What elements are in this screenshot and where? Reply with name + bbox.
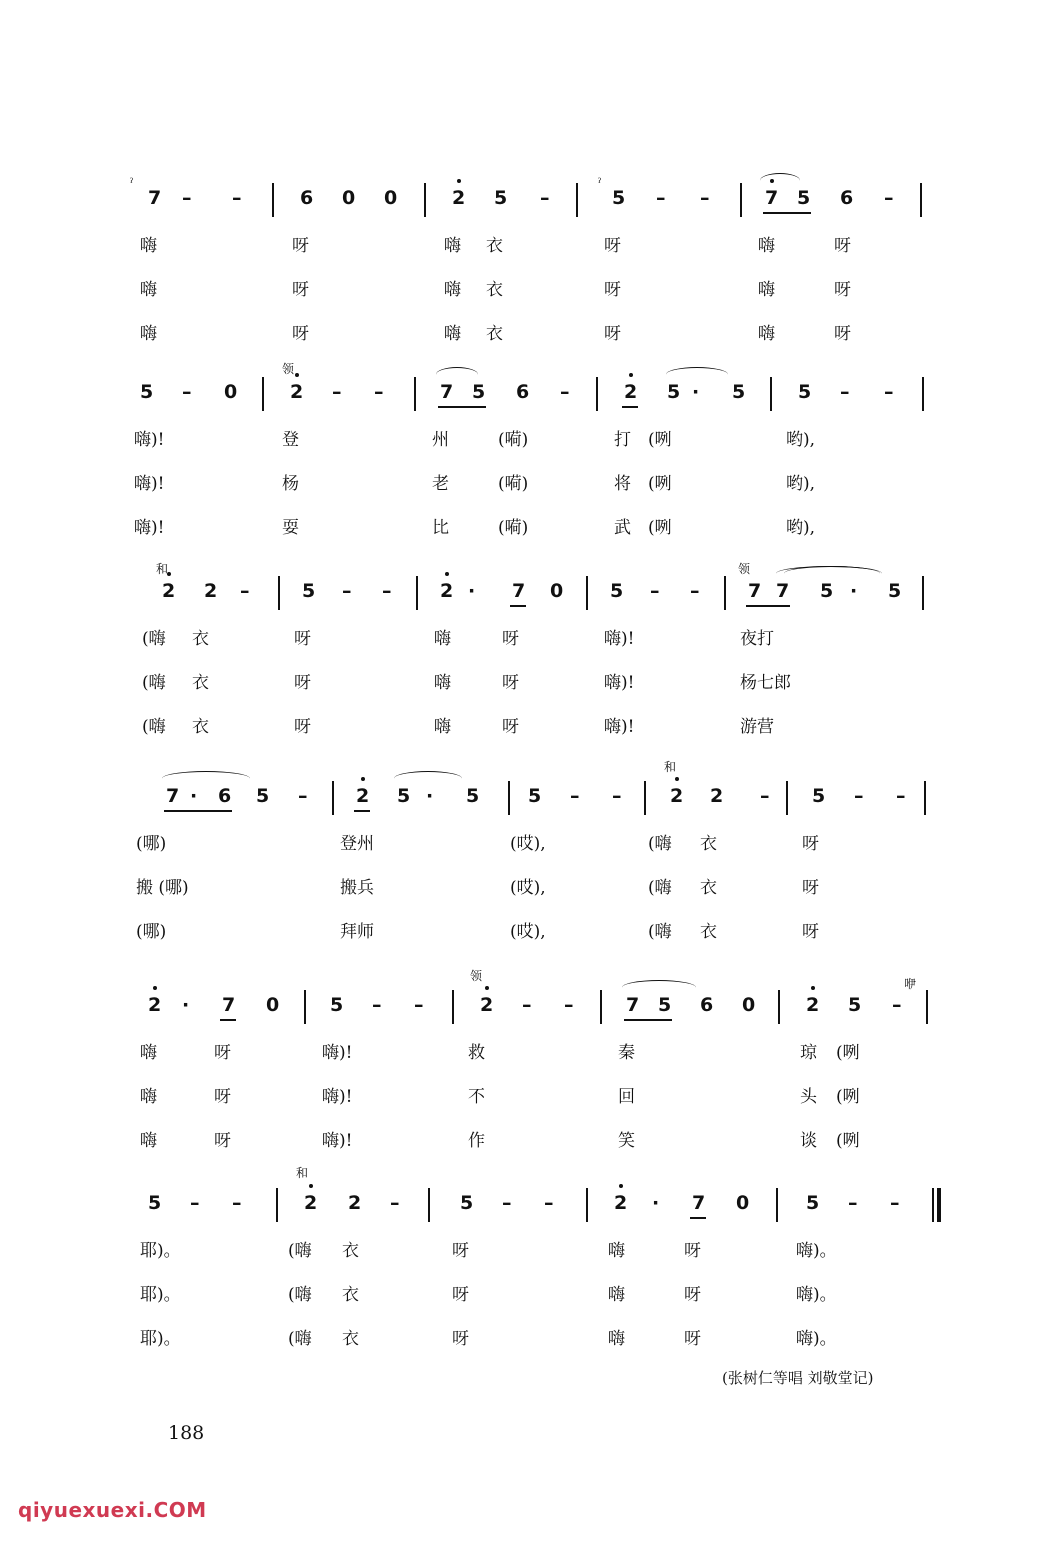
note: 5 <box>732 381 746 403</box>
lyric: 呀 <box>452 1329 469 1349</box>
lyric: (嗨 <box>288 1285 312 1305</box>
note: 5 <box>528 785 542 807</box>
note: – <box>700 187 710 209</box>
eighth-underline <box>746 605 790 607</box>
note: 5 <box>466 785 480 807</box>
lyric: 耍 <box>282 518 299 538</box>
bar-line <box>576 183 578 217</box>
note: – <box>892 994 902 1016</box>
note: – <box>884 187 894 209</box>
note: 0 <box>224 381 238 403</box>
high-octave-dot <box>295 373 299 377</box>
part-mark: 和 <box>156 562 169 576</box>
lyric: 呀 <box>834 280 851 300</box>
lyric: (嗨 <box>648 922 672 942</box>
lyric: (嗨 <box>648 878 672 898</box>
lyric: 登州 <box>340 834 374 854</box>
high-octave-dot <box>811 986 815 990</box>
note: · <box>652 1192 660 1214</box>
bar-line <box>922 576 924 610</box>
lyric: 衣 <box>192 717 209 737</box>
lyric: 谈 <box>800 1131 817 1151</box>
lyric: 呀 <box>502 629 519 649</box>
note: 6 <box>840 187 854 209</box>
lyric: (嗬) <box>498 518 529 538</box>
note: 5 <box>460 1192 474 1214</box>
note: – <box>560 381 570 403</box>
lyric: (哎), <box>510 834 546 854</box>
part-mark: 和 <box>664 760 677 774</box>
bar-line <box>414 377 416 411</box>
eighth-underline <box>220 1019 236 1021</box>
slur-arc <box>760 173 800 188</box>
note: 7 <box>512 580 526 602</box>
lyric: 嗨)! <box>604 673 635 693</box>
lyric: 杨七郎 <box>740 673 791 693</box>
part-mark: 咿 <box>904 977 917 991</box>
high-octave-dot <box>309 1184 313 1188</box>
lyric: 嗨 <box>758 280 775 300</box>
note: – <box>540 187 550 209</box>
lyric: (嗨 <box>142 673 166 693</box>
note: 2 <box>624 381 638 403</box>
bar-line <box>428 1188 430 1222</box>
final-bar-line <box>937 1188 941 1222</box>
bar-line <box>778 990 780 1024</box>
lyric: 嗨 <box>444 236 461 256</box>
note: 5 <box>797 187 811 209</box>
bar-line <box>922 377 924 411</box>
lyric: 嗨 <box>608 1329 625 1349</box>
bar-line <box>644 781 646 815</box>
note: 2 <box>204 580 218 602</box>
note: – <box>890 1192 900 1214</box>
bar-line <box>932 1188 934 1222</box>
lyric: 呀 <box>452 1285 469 1305</box>
note: 6 <box>218 785 232 807</box>
lyric: 搬 (哪) <box>136 878 189 898</box>
lyric: 嗨)! <box>604 629 635 649</box>
lyric: 嗨 <box>434 673 451 693</box>
note: – <box>382 580 392 602</box>
part-mark: 领 <box>282 362 295 376</box>
note: 5 <box>302 580 316 602</box>
lyric: 呀 <box>452 1241 469 1261</box>
lyric: 嗨 <box>444 280 461 300</box>
note: 7 <box>440 381 454 403</box>
bar-line <box>276 1188 278 1222</box>
note: – <box>372 994 382 1016</box>
bar-line <box>332 781 334 815</box>
lyric: 嗨 <box>608 1285 625 1305</box>
note: – <box>840 381 850 403</box>
lyric: 搬兵 <box>340 878 374 898</box>
lyric: 嗨 <box>758 236 775 256</box>
high-octave-dot <box>485 986 489 990</box>
lyric: 呀 <box>292 280 309 300</box>
note: – <box>896 785 906 807</box>
lyric: 呀 <box>802 834 819 854</box>
lyric: 嗨)! <box>134 518 165 538</box>
note: – <box>522 994 532 1016</box>
lyric: 夜打 <box>740 629 774 649</box>
bar-line <box>776 1188 778 1222</box>
lyric: 衣 <box>342 1285 359 1305</box>
lyric: 嗨 <box>140 280 157 300</box>
lyric: (咧 <box>836 1087 860 1107</box>
bar-line <box>452 990 454 1024</box>
lyric: (咧 <box>648 474 672 494</box>
bar-line <box>924 781 926 815</box>
note: 2 <box>290 381 304 403</box>
note: 5 <box>140 381 154 403</box>
lyric: 呀 <box>292 236 309 256</box>
note: 2 <box>162 580 176 602</box>
lyric: (哎), <box>510 878 546 898</box>
lyric: 拜师 <box>340 922 374 942</box>
note: 5 <box>888 580 902 602</box>
lyric: 衣 <box>342 1241 359 1261</box>
note: – <box>232 187 242 209</box>
lyric: 呀 <box>684 1329 701 1349</box>
eighth-underline <box>624 1019 672 1021</box>
lyric: 嗨)! <box>134 430 165 450</box>
lyric: 嗨 <box>140 236 157 256</box>
lyric: (嗨 <box>288 1241 312 1261</box>
note: 5 <box>472 381 486 403</box>
note: 6 <box>700 994 714 1016</box>
note: 5 <box>494 187 508 209</box>
note: – <box>190 1192 200 1214</box>
note: · <box>468 580 476 602</box>
lyric: 笑 <box>618 1131 635 1151</box>
high-octave-dot <box>445 572 449 576</box>
slur-arc <box>784 566 880 581</box>
lyric: (嗨 <box>288 1329 312 1349</box>
note: · <box>850 580 858 602</box>
lyric: 嗨)! <box>134 474 165 494</box>
bar-line <box>278 576 280 610</box>
lyric: 救 <box>468 1043 485 1063</box>
bar-line <box>770 377 772 411</box>
lyric: 耶)。 <box>140 1285 181 1305</box>
lyric: 将 <box>614 474 631 494</box>
lyric: (咧 <box>648 430 672 450</box>
note: 0 <box>266 994 280 1016</box>
eighth-underline <box>354 810 370 812</box>
lyric: 嗨)。 <box>796 1285 837 1305</box>
lyric: 衣 <box>342 1329 359 1349</box>
note: 7 <box>692 1192 706 1214</box>
lyric: 登 <box>282 430 299 450</box>
note: – <box>374 381 384 403</box>
note: – <box>182 381 192 403</box>
bar-line <box>262 377 264 411</box>
lyric: 州 <box>432 430 449 450</box>
eighth-underline <box>690 1217 706 1219</box>
lyric: 呀 <box>684 1241 701 1261</box>
note: – <box>570 785 580 807</box>
lyric: (咧 <box>836 1131 860 1151</box>
lyric: 呀 <box>684 1285 701 1305</box>
lyric: 呀 <box>834 324 851 344</box>
lyric: 嗨 <box>608 1241 625 1261</box>
note: – <box>848 1192 858 1214</box>
note: 5 <box>798 381 812 403</box>
note: 2 <box>348 1192 362 1214</box>
high-octave-dot <box>675 777 679 781</box>
bar-line <box>508 781 510 815</box>
lyric: 呀 <box>834 236 851 256</box>
lyric: 呀 <box>502 717 519 737</box>
lyric: 耶)。 <box>140 1329 181 1349</box>
lyric: 呀 <box>604 280 621 300</box>
note: – <box>232 1192 242 1214</box>
note: – <box>656 187 666 209</box>
part-mark: ˀ <box>598 176 602 190</box>
bar-line <box>596 377 598 411</box>
lyric: 呀 <box>502 673 519 693</box>
note: 7 <box>166 785 180 807</box>
note: – <box>502 1192 512 1214</box>
note: 2 <box>480 994 494 1016</box>
lyric: 呀 <box>294 673 311 693</box>
part-mark: 领 <box>470 969 483 983</box>
lyric: 呀 <box>604 236 621 256</box>
lyric: 呀 <box>292 324 309 344</box>
lyric: 嗨 <box>758 324 775 344</box>
note: 5 <box>610 580 624 602</box>
slur-arc <box>394 771 462 786</box>
lyric: 回 <box>618 1087 635 1107</box>
bar-line <box>740 183 742 217</box>
note: 5 <box>330 994 344 1016</box>
note: 2 <box>304 1192 318 1214</box>
lyric: 呀 <box>294 629 311 649</box>
lyric: 呀 <box>802 878 819 898</box>
high-octave-dot <box>629 373 633 377</box>
note: 5 <box>612 187 626 209</box>
note: 7 <box>748 580 762 602</box>
lyric: 呀 <box>294 717 311 737</box>
lyric: 嗨)! <box>322 1131 353 1151</box>
bar-line <box>586 1188 588 1222</box>
lyric: 呀 <box>214 1131 231 1151</box>
note: – <box>240 580 250 602</box>
lyric: (咧 <box>648 518 672 538</box>
lyric: 哟), <box>786 474 816 494</box>
note: – <box>650 580 660 602</box>
part-mark: 和 <box>296 1166 309 1180</box>
lyric: 衣 <box>486 280 503 300</box>
lyric: 嗨 <box>140 1131 157 1151</box>
note: 5 <box>812 785 826 807</box>
lyric: 武 <box>614 518 631 538</box>
note: · <box>426 785 434 807</box>
eighth-underline <box>622 406 638 408</box>
lyric: 嗨)! <box>322 1087 353 1107</box>
lyric: (哪) <box>136 834 167 854</box>
note: – <box>544 1192 554 1214</box>
note: – <box>298 785 308 807</box>
lyric: 呀 <box>604 324 621 344</box>
lyric: 嗨)! <box>604 717 635 737</box>
lyric: 头 <box>800 1087 817 1107</box>
note: – <box>760 785 770 807</box>
note: 7 <box>776 580 790 602</box>
eighth-underline <box>164 810 232 812</box>
lyric: 嗨 <box>140 1087 157 1107</box>
note: – <box>854 785 864 807</box>
credit-line: (张树仁等唱 刘敬堂记) <box>722 1369 874 1387</box>
lyric: 哟), <box>786 430 816 450</box>
note: – <box>332 381 342 403</box>
bar-line <box>416 576 418 610</box>
lyric: 琼 <box>800 1043 817 1063</box>
lyric: 呀 <box>214 1087 231 1107</box>
bar-line <box>926 990 928 1024</box>
eighth-underline <box>510 605 526 607</box>
part-mark: ˀ <box>130 176 134 190</box>
lyric: 嗨 <box>140 324 157 344</box>
bar-line <box>600 990 602 1024</box>
lyric: (嗨 <box>648 834 672 854</box>
note: – <box>390 1192 400 1214</box>
note: 2 <box>614 1192 628 1214</box>
lyric: 衣 <box>700 878 717 898</box>
note: – <box>182 187 192 209</box>
note: – <box>884 381 894 403</box>
part-mark: 领 <box>738 562 751 576</box>
note: 2 <box>440 580 454 602</box>
bar-line <box>272 183 274 217</box>
bar-line <box>786 781 788 815</box>
eighth-underline <box>438 406 486 408</box>
note: 5 <box>397 785 411 807</box>
note: 2 <box>710 785 724 807</box>
watermark-logo: qiyuexuexi.COM <box>18 1498 207 1522</box>
note: 5 <box>148 1192 162 1214</box>
note: 2 <box>148 994 162 1016</box>
note: 2 <box>356 785 370 807</box>
lyric: (哪) <box>136 922 167 942</box>
note: 5 <box>658 994 672 1016</box>
lyric: 嗨)。 <box>796 1329 837 1349</box>
slur-arc <box>436 367 478 382</box>
lyric: 嗨 <box>444 324 461 344</box>
note: – <box>612 785 622 807</box>
high-octave-dot <box>153 986 157 990</box>
bar-line <box>920 183 922 217</box>
note: 5 <box>256 785 270 807</box>
slur-arc <box>666 367 728 382</box>
lyric: 秦 <box>618 1043 635 1063</box>
slur-arc <box>622 980 696 995</box>
note: – <box>414 994 424 1016</box>
lyric: 作 <box>468 1131 485 1151</box>
lyric: (哎), <box>510 922 546 942</box>
lyric: (嗨 <box>142 717 166 737</box>
note: 0 <box>384 187 398 209</box>
slur-arc <box>162 771 250 786</box>
note: 5 <box>667 381 681 403</box>
note: 0 <box>342 187 356 209</box>
note: – <box>564 994 574 1016</box>
high-octave-dot <box>619 1184 623 1188</box>
lyric: 嗨)! <box>322 1043 353 1063</box>
note: 7 <box>222 994 236 1016</box>
note: 2 <box>806 994 820 1016</box>
note: 0 <box>550 580 564 602</box>
lyric: 老 <box>432 474 449 494</box>
lyric: (嗬) <box>498 430 529 450</box>
high-octave-dot <box>457 179 461 183</box>
note: 5 <box>820 580 834 602</box>
lyric: 打 <box>614 430 631 450</box>
bar-line <box>304 990 306 1024</box>
note: 6 <box>300 187 314 209</box>
lyric: 呀 <box>214 1043 231 1063</box>
bar-line <box>586 576 588 610</box>
lyric: 衣 <box>192 629 209 649</box>
lyric: (嗨 <box>142 629 166 649</box>
note: 7 <box>626 994 640 1016</box>
note: – <box>690 580 700 602</box>
lyric: 衣 <box>192 673 209 693</box>
note: 2 <box>452 187 466 209</box>
eighth-underline <box>763 212 811 214</box>
bar-line <box>724 576 726 610</box>
note: 5 <box>806 1192 820 1214</box>
note: 0 <box>736 1192 750 1214</box>
lyric: 衣 <box>486 324 503 344</box>
note: 2 <box>670 785 684 807</box>
note: · <box>692 381 700 403</box>
lyric: 杨 <box>282 474 299 494</box>
note: 7 <box>148 187 162 209</box>
lyric: 游营 <box>740 717 774 737</box>
lyric: 比 <box>432 518 449 538</box>
lyric: 呀 <box>802 922 819 942</box>
note: 0 <box>742 994 756 1016</box>
note: 7 <box>765 187 779 209</box>
lyric: 耶)。 <box>140 1241 181 1261</box>
note: · <box>182 994 190 1016</box>
lyric: 嗨 <box>434 629 451 649</box>
bar-line <box>424 183 426 217</box>
lyric: 衣 <box>700 834 717 854</box>
page-number: 188 <box>168 1422 205 1444</box>
lyric: 嗨 <box>434 717 451 737</box>
lyric: 不 <box>468 1087 485 1107</box>
lyric: (嗬) <box>498 474 529 494</box>
note: 5 <box>848 994 862 1016</box>
note: · <box>190 785 198 807</box>
note: 6 <box>516 381 530 403</box>
high-octave-dot <box>361 777 365 781</box>
lyric: (咧 <box>836 1043 860 1063</box>
lyric: 衣 <box>486 236 503 256</box>
lyric: 衣 <box>700 922 717 942</box>
note: – <box>342 580 352 602</box>
lyric: 哟), <box>786 518 816 538</box>
lyric: 嗨)。 <box>796 1241 837 1261</box>
lyric: 嗨 <box>140 1043 157 1063</box>
